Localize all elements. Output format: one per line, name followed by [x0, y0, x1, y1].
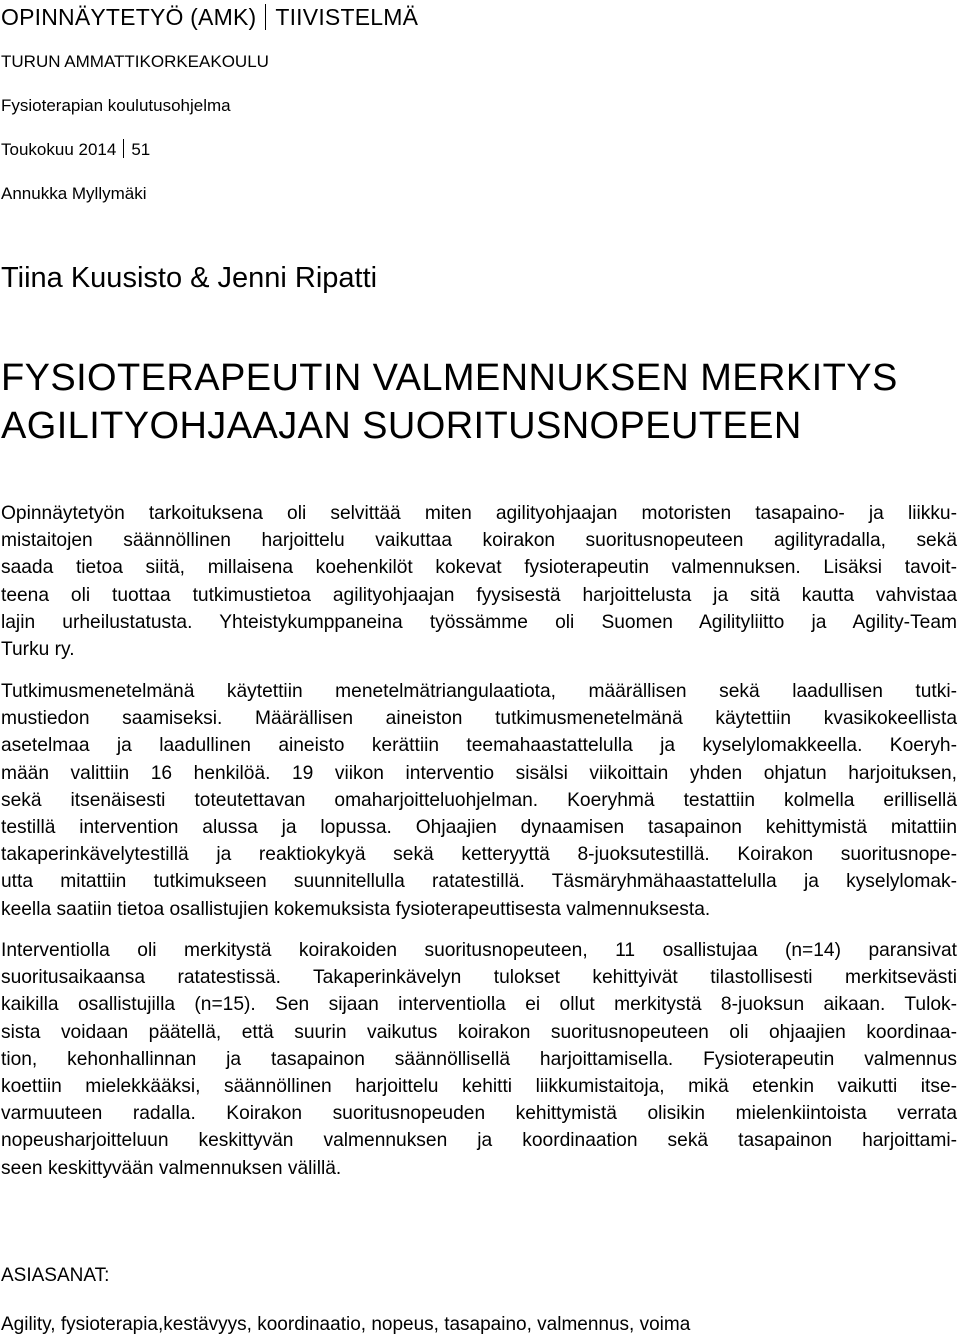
text-line: mään valittiin 16 henkilöä. 19 viikon interventio sisälsi viikoittain yhden ohjatun harjoituksen, [1, 762, 957, 784]
separator [123, 139, 124, 158]
text-line: utta mitattiin tutkimukseen suunnitellulla ratatestillä. Täsmäryhmähaastattelulla ja kyselylomak- [1, 871, 957, 893]
text-line: suoritusaikaansa ratatestissä. Takaperinkävelyn tulokset kehittyivät tilastollisesti merkitsevästi [1, 967, 957, 989]
text-line: tion, kehonhallinnan ja tasapainon säännöllisellä harjoittamisella. Fysioterapeutin valmennus [1, 1048, 957, 1070]
text-line: koettiin mielekkääksi, säännöllinen harjoittelu kehitti liikkumistaitoja, mikä etenkin vaikutti itse- [1, 1076, 957, 1098]
text-line: mustiedon saamiseksi. Määrällisen aineiston tutkimusmenetelmänä käytettiin kvasikokeellista [1, 708, 957, 730]
text-line: nopeusharjoitteluun keskittyvän valmennuksen ja koordinaation sekä tasapainon harjoittami- [1, 1130, 957, 1152]
abstract-paragraph [1, 500, 957, 663]
school-name: TURUN AMMATTIKORKEAKOULU [1, 52, 269, 71]
text-line: teena oli tuottaa tutkimustietoa agilityohjaajan fyysisestä harjoittelusta ja sitä kautta vahvistaa [1, 584, 957, 606]
authors: Tiina Kuusisto & Jenni Ripatti [1, 262, 378, 294]
document-type: OPINNÄYTETYÖ (AMK) [1, 4, 257, 30]
supervisor-name: Annukka Myllymäki [1, 184, 147, 203]
degree-program: Fysioterapian koulutusohjelma [1, 96, 231, 115]
text-line: Tutkimusmenetelmänä käytettiin menetelmätriangulaatiota, määrällisen sekä laadullisen tutki- [1, 681, 957, 702]
text-line: lajin urheilustatusta. Yhteistykumppaneina työssämme oli Suomen Agilityliitto ja Agility-Team [1, 611, 957, 633]
text-line: keella saatiin tietoa osallistujien kokemuksista fysioterapeuttisesta valmennuksesta. [1, 898, 711, 920]
text-line: saada tietoa siitä, millaisena koehenkilöt kokevat fysioterapeutin valmennuksen. Lisäksi tavoit- [1, 557, 957, 579]
keywords-heading: ASIASANAT: [1, 1265, 110, 1286]
thesis-title-line: AGILITYOHJAAJAN SUORITUSNOPEUTEEN [1, 405, 802, 447]
text-line: mistaitojen säännöllinen harjoittelu vaikuttaa koirakon suoritusnopeuteen agilityradalla, sekä [1, 530, 957, 552]
text-line: testillä intervention alussa ja lopussa. Ohjaajien dynaamisen tasapainon kehittymistä mitattiin [1, 817, 957, 839]
text-line: seen keskittyvään valmennuksen välillä. [1, 1157, 342, 1179]
thesis-title [1, 354, 898, 450]
date-and-pages [1, 139, 150, 161]
abstract-paragraph [1, 937, 957, 1182]
text-line: sekä itsenäisesti toteutettavan omaharjoitteluohjelman. Koeryhmä testattiin kolmella erillisellä [1, 789, 957, 811]
publication-date: Toukokuu 2014 [1, 140, 117, 159]
text-line: kaikilla osallistujilla (n=15). Sen sijaan interventiolla ei ollut merkitystä 8-juoksun aikaan. Tulok- [1, 994, 957, 1016]
text-line: asetelmaa ja laadullinen aineisto kerättiin teemahaastattelulla ja kyselylomakkeella. Koeryh- [1, 735, 957, 757]
separator [265, 4, 266, 30]
text-line: takaperinkävelytestillä ja reaktiokykyä sekä ketteryyttä 8-juoksutestillä. Koirakon suoritusnope- [1, 844, 957, 866]
text-line: sista voidaan päätellä, että suurin vaikutus koirakon suoritusnopeuteen oli ohjaajien koordinaa- [1, 1021, 957, 1043]
text-line: Opinnäytetyön tarkoituksena oli selvittää miten agilityohjaajan motoristen tasapaino- ja liikku- [1, 503, 957, 524]
document-type-header [1, 3, 418, 31]
text-line: varmuuteen radalla. Koirakon suoritusnopeuden kehittymistä olisikin mielenkiintoista verrata [1, 1103, 957, 1125]
page-count: 51 [131, 140, 151, 159]
text-line: Turku ry. [1, 639, 75, 661]
keywords-list: Agility, fysioterapia,kestävyys, koordinaatio, nopeus, tasapaino, valmennus, voima [1, 1314, 691, 1335]
document-subtype: TIIVISTELMÄ [275, 4, 419, 30]
text-line: Interventiolla oli merkitystä koirakoiden suoritusnopeuteen, 11 osallistujaa (n=14) paransivat [1, 940, 957, 961]
thesis-title-line: FYSIOTERAPEUTIN VALMENNUKSEN MERKITYS [1, 357, 898, 399]
abstract-paragraph [1, 678, 957, 923]
